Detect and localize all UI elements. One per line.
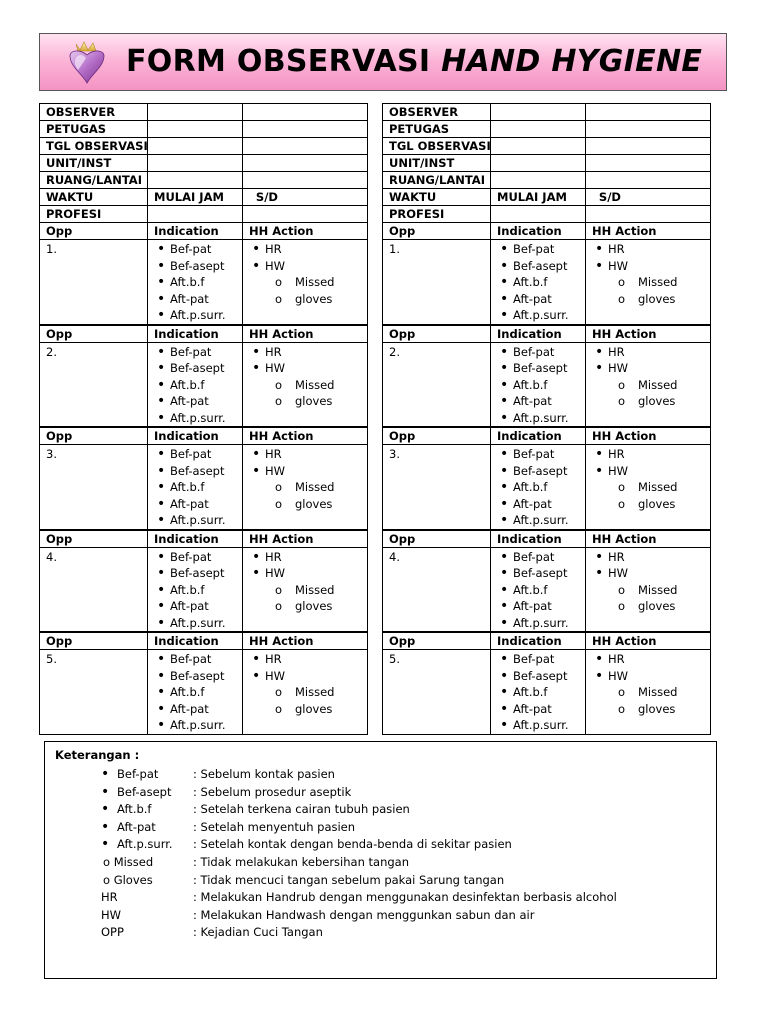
observer-field-extra[interactable] (586, 104, 711, 121)
indication-option[interactable]: • Aft.p.surr. (154, 717, 236, 734)
indication-option[interactable]: • Bef-pat (154, 651, 236, 668)
legend-key: o Missed (103, 855, 154, 869)
profesi-field[interactable] (148, 206, 243, 223)
indication-cell (148, 342, 243, 427)
gloves-option[interactable]: o gloves (249, 496, 361, 513)
indication-option[interactable]: • Aft-pat (154, 291, 236, 308)
opp-number: 2. (383, 342, 491, 427)
indication-cell (491, 650, 586, 735)
indication-option[interactable]: • Bef-pat (497, 446, 579, 463)
observer-field[interactable] (491, 104, 586, 121)
legend-item (101, 766, 335, 783)
indication-header: Indication (491, 632, 586, 650)
petugas-field[interactable] (491, 121, 586, 138)
sd-label: S/D (255, 190, 278, 204)
ruang-lantai-field[interactable] (148, 172, 243, 189)
hh-action-header: HH Action (243, 223, 368, 240)
indication-option[interactable]: • Aft-pat (497, 291, 579, 308)
petugas-label: PETUGAS (40, 121, 148, 138)
hr-option[interactable]: • HR (592, 446, 704, 463)
observer-field-extra[interactable] (243, 104, 368, 121)
opp-header: Opp (40, 530, 148, 548)
unit-inst-field-extra[interactable] (243, 155, 368, 172)
opp-header: Opp (40, 427, 148, 445)
indication-option[interactable]: • Aft-pat (154, 701, 236, 718)
hw-option[interactable]: • HW (592, 565, 704, 582)
form-table-right (382, 103, 711, 735)
opp-header: Opp (383, 632, 491, 650)
indication-header: Indication (148, 223, 243, 240)
hr-option[interactable]: • HR (592, 651, 704, 668)
indication-option[interactable]: • Aft.p.surr. (154, 615, 236, 632)
hw-option[interactable]: • HW (249, 258, 361, 275)
indication-header: Indication (148, 427, 243, 445)
opp-header: Opp (40, 632, 148, 650)
indication-option[interactable]: • Aft.b.f (154, 274, 236, 291)
legend-key: HW (101, 907, 122, 922)
indication-option[interactable]: • Aft.b.f (497, 479, 579, 496)
legend-item (101, 889, 617, 906)
gloves-option[interactable]: o gloves (592, 496, 704, 513)
legend-item (101, 784, 351, 801)
indication-header: Indication (491, 427, 586, 445)
hh-action-cell (243, 342, 368, 427)
missed-option[interactable]: o Missed (249, 684, 361, 701)
legend-desc: : Tidak mencuci tangan sebelum pakai Sarung tangan (193, 872, 505, 887)
hh-action-cell (586, 445, 711, 530)
profesi-field[interactable] (491, 206, 586, 223)
hw-option[interactable]: • HW (592, 360, 704, 377)
hw-option[interactable]: • HW (592, 463, 704, 480)
opp-header: Opp (383, 223, 491, 240)
indication-option[interactable]: • Aft.p.surr. (497, 410, 579, 427)
hh-action-cell (586, 240, 711, 325)
opp-header: Opp (40, 325, 148, 343)
hh-action-cell (243, 650, 368, 735)
hh-action-header: HH Action (586, 223, 711, 240)
legend-key: o Gloves (103, 872, 153, 887)
legend-item (101, 907, 534, 924)
hr-option[interactable]: • HR (249, 344, 361, 361)
legend-item (101, 854, 409, 871)
indication-option[interactable]: • Aft.b.f (154, 684, 236, 701)
legend-key: • Bef-asept (101, 784, 193, 801)
indication-header: Indication (491, 325, 586, 343)
legend-desc: : Setelah terkena cairan tubuh pasien (193, 802, 410, 817)
hr-option[interactable]: • HR (249, 446, 361, 463)
missed-option[interactable]: o Missed (592, 377, 704, 394)
legend-desc: : Setelah menyentuh pasien (193, 819, 356, 834)
unit-inst-field[interactable] (148, 155, 243, 172)
indication-header: Indication (148, 325, 243, 343)
indication-option[interactable]: • Bef-asept (154, 463, 236, 480)
hr-option[interactable]: • HR (592, 241, 704, 258)
indication-option[interactable]: • Aft.p.surr. (497, 512, 579, 529)
opp-number: 5. (383, 650, 491, 735)
gloves-option[interactable]: o gloves (249, 393, 361, 410)
legend-title: Keterangan : (55, 748, 140, 762)
legend-desc: : Tidak melakukan kebersihan tangan (193, 855, 409, 869)
petugas-field-extra[interactable] (586, 121, 711, 138)
indication-cell (148, 547, 243, 632)
legend-key: OPP (101, 925, 124, 940)
hh-action-cell (243, 547, 368, 632)
indication-option[interactable]: • Bef-pat (154, 549, 236, 566)
tgl-observasi-field-extra[interactable] (243, 138, 368, 155)
petugas-field[interactable] (148, 121, 243, 138)
hw-option[interactable]: • HW (249, 565, 361, 582)
gloves-option[interactable]: o gloves (249, 291, 361, 308)
hw-option[interactable]: • HW (592, 258, 704, 275)
opp-header: Opp (383, 530, 491, 548)
opp-number: 5. (40, 650, 148, 735)
unit-inst-field[interactable] (491, 155, 586, 172)
hh-action-header: HH Action (243, 530, 368, 548)
indication-option[interactable]: • Aft-pat (154, 496, 236, 513)
unit-inst-label: UNIT/INST (383, 155, 491, 172)
tgl-observasi-label: TGL OBSERVASI (383, 138, 491, 155)
hh-action-header: HH Action (243, 632, 368, 650)
tgl-observasi-field[interactable] (148, 138, 243, 155)
indication-option[interactable]: • Aft-pat (497, 496, 579, 513)
observer-field[interactable] (148, 104, 243, 121)
observation-form-left (39, 103, 367, 735)
indication-option[interactable]: • Aft.b.f (154, 479, 236, 496)
indication-cell (148, 445, 243, 530)
profesi-field-extra[interactable] (243, 206, 368, 223)
indication-option[interactable]: • Bef-pat (497, 549, 579, 566)
indication-option[interactable]: • Bef-pat (497, 344, 579, 361)
hh-action-cell (243, 445, 368, 530)
ruang-lantai-field-extra[interactable] (586, 172, 711, 189)
indication-cell (491, 445, 586, 530)
legend-item (101, 872, 504, 889)
opp-header: Opp (383, 427, 491, 445)
gloves-option[interactable]: o gloves (592, 701, 704, 718)
hw-option[interactable]: • HW (249, 463, 361, 480)
indication-option[interactable]: • Aft.p.surr. (154, 512, 236, 529)
hh-action-header: HH Action (243, 427, 368, 445)
legend-desc: : Melakukan Handwash dengan menggunkan sabun dan air (193, 907, 535, 922)
indication-option[interactable]: • Aft-pat (154, 598, 236, 615)
ruang-lantai-label: RUANG/LANTAI (383, 172, 491, 189)
form-table-left (39, 103, 368, 735)
crown-heart-logo (66, 40, 108, 86)
observer-label: OBSERVER (40, 104, 148, 121)
title-banner (39, 33, 727, 91)
missed-option[interactable]: o Missed (592, 684, 704, 701)
legend-key: HR (101, 890, 118, 905)
tgl-observasi-field[interactable] (491, 138, 586, 155)
gloves-option[interactable]: o gloves (592, 598, 704, 615)
legend-item (101, 924, 323, 941)
hh-action-header: HH Action (586, 632, 711, 650)
hh-action-header: HH Action (243, 325, 368, 343)
indication-option[interactable]: • Aft.b.f (497, 582, 579, 599)
gloves-option[interactable]: o gloves (249, 598, 361, 615)
indication-option[interactable]: • Bef-asept (497, 463, 579, 480)
indication-option[interactable]: • Aft.p.surr. (154, 307, 236, 324)
legend-desc: : Melakukan Handrub dengan menggunakan desinfektan berbasis alcohol (193, 890, 617, 905)
legend-key: • Aft.p.surr. (101, 836, 193, 853)
unit-inst-label: UNIT/INST (40, 155, 148, 172)
indication-header: Indication (148, 632, 243, 650)
indication-option[interactable]: • Aft-pat (497, 393, 579, 410)
indication-header: Indication (148, 530, 243, 548)
legend-key: • Aft.b.f (101, 801, 193, 818)
legend-item (101, 801, 410, 818)
indication-header: Indication (491, 223, 586, 240)
indication-option[interactable]: • Bef-pat (154, 446, 236, 463)
indication-option[interactable]: • Bef-asept (154, 360, 236, 377)
hh-action-header: HH Action (586, 325, 711, 343)
opp-header: Opp (40, 223, 148, 240)
hr-option[interactable]: • HR (592, 344, 704, 361)
opp-header: Opp (383, 325, 491, 343)
indication-option[interactable]: • Bef-asept (154, 258, 236, 275)
legend-desc: : Setelah kontak dengan benda-benda di sekitar pasien (193, 837, 512, 852)
indication-option[interactable]: • Bef-asept (497, 360, 579, 377)
waktu-label: WAKTU (40, 189, 148, 206)
opp-number: 3. (383, 445, 491, 530)
legend-desc: : Kejadian Cuci Tangan (193, 925, 323, 940)
indication-option[interactable]: • Aft.p.surr. (497, 717, 579, 734)
missed-option[interactable]: o Missed (592, 479, 704, 496)
indication-option[interactable]: • Aft-pat (497, 598, 579, 615)
gloves-option[interactable]: o gloves (249, 701, 361, 718)
mulai-jam-label: MULAI JAM (154, 190, 224, 204)
hw-option[interactable]: • HW (249, 668, 361, 685)
ruang-lantai-field[interactable] (491, 172, 586, 189)
page-title: FORM OBSERVASI HAND HYGIENE (126, 44, 703, 79)
sd-label: S/D (598, 190, 621, 204)
opp-number: 3. (40, 445, 148, 530)
gloves-option[interactable]: o gloves (592, 393, 704, 410)
legend-box (44, 741, 717, 979)
observer-label: OBSERVER (383, 104, 491, 121)
tgl-observasi-label: TGL OBSERVASI (40, 138, 148, 155)
profesi-field-extra[interactable] (586, 206, 711, 223)
hh-action-header: HH Action (586, 530, 711, 548)
indication-cell (148, 650, 243, 735)
waktu-label: WAKTU (383, 189, 491, 206)
ruang-lantai-label: RUANG/LANTAI (40, 172, 148, 189)
hh-action-cell (586, 547, 711, 632)
indication-option[interactable]: • Bef-asept (154, 668, 236, 685)
legend-item (101, 836, 512, 853)
legend-key: • Bef-pat (101, 766, 193, 783)
opp-number: 2. (40, 342, 148, 427)
indication-option[interactable]: • Aft.p.surr. (497, 307, 579, 324)
hr-option[interactable]: • HR (592, 549, 704, 566)
hh-action-cell (586, 342, 711, 427)
waktu-range[interactable] (148, 189, 278, 206)
opp-number: 1. (383, 240, 491, 325)
waktu-range[interactable] (491, 189, 621, 206)
hw-option[interactable]: • HW (249, 360, 361, 377)
missed-option[interactable]: o Missed (592, 582, 704, 599)
indication-option[interactable]: • Bef-asept (497, 565, 579, 582)
indication-cell (491, 240, 586, 325)
legend-desc: : Sebelum kontak pasien (193, 767, 335, 781)
hr-option[interactable]: • HR (249, 651, 361, 668)
legend-desc: : Sebelum prosedur aseptik (193, 784, 352, 799)
opp-number: 1. (40, 240, 148, 325)
indication-option[interactable]: • Bef-pat (497, 241, 579, 258)
indication-option[interactable]: • Aft.b.f (497, 377, 579, 394)
hw-option[interactable]: • HW (592, 668, 704, 685)
opp-number: 4. (383, 547, 491, 632)
missed-option[interactable]: o Missed (249, 479, 361, 496)
indication-header: Indication (491, 530, 586, 548)
observation-form-right (382, 103, 710, 735)
indication-option[interactable]: • Aft-pat (154, 393, 236, 410)
indication-option[interactable]: • Aft.p.surr. (497, 615, 579, 632)
mulai-jam-label: MULAI JAM (497, 190, 567, 204)
hh-action-cell (586, 650, 711, 735)
petugas-label: PETUGAS (383, 121, 491, 138)
legend-key: • Aft-pat (101, 819, 193, 836)
indication-option[interactable]: • Aft-pat (497, 701, 579, 718)
indication-option[interactable]: • Bef-asept (154, 565, 236, 582)
hr-option[interactable]: • HR (249, 549, 361, 566)
hh-action-cell (243, 240, 368, 325)
indication-option[interactable]: • Aft.b.f (497, 274, 579, 291)
indication-option[interactable]: • Bef-asept (497, 258, 579, 275)
gloves-option[interactable]: o gloves (592, 291, 704, 308)
indication-cell (491, 547, 586, 632)
missed-option[interactable]: o Missed (249, 274, 361, 291)
missed-option[interactable]: o Missed (592, 274, 704, 291)
indication-cell (491, 342, 586, 427)
indication-cell (148, 240, 243, 325)
missed-option[interactable]: o Missed (249, 582, 361, 599)
indication-option[interactable]: • Aft.b.f (154, 377, 236, 394)
indication-option[interactable]: • Bef-asept (497, 668, 579, 685)
indication-option[interactable]: • Aft.b.f (154, 582, 236, 599)
profesi-label: PROFESI (383, 206, 491, 223)
legend-item (101, 819, 355, 836)
tgl-observasi-field-extra[interactable] (586, 138, 711, 155)
missed-option[interactable]: o Missed (249, 377, 361, 394)
profesi-label: PROFESI (40, 206, 148, 223)
indication-option[interactable]: • Bef-pat (497, 651, 579, 668)
opp-number: 4. (40, 547, 148, 632)
indication-option[interactable]: • Aft.p.surr. (154, 410, 236, 427)
ruang-lantai-field-extra[interactable] (243, 172, 368, 189)
unit-inst-field-extra[interactable] (586, 155, 711, 172)
indication-option[interactable]: • Bef-pat (154, 241, 236, 258)
indication-option[interactable]: • Aft.b.f (497, 684, 579, 701)
petugas-field-extra[interactable] (243, 121, 368, 138)
hh-action-header: HH Action (586, 427, 711, 445)
hr-option[interactable]: • HR (249, 241, 361, 258)
indication-option[interactable]: • Bef-pat (154, 344, 236, 361)
